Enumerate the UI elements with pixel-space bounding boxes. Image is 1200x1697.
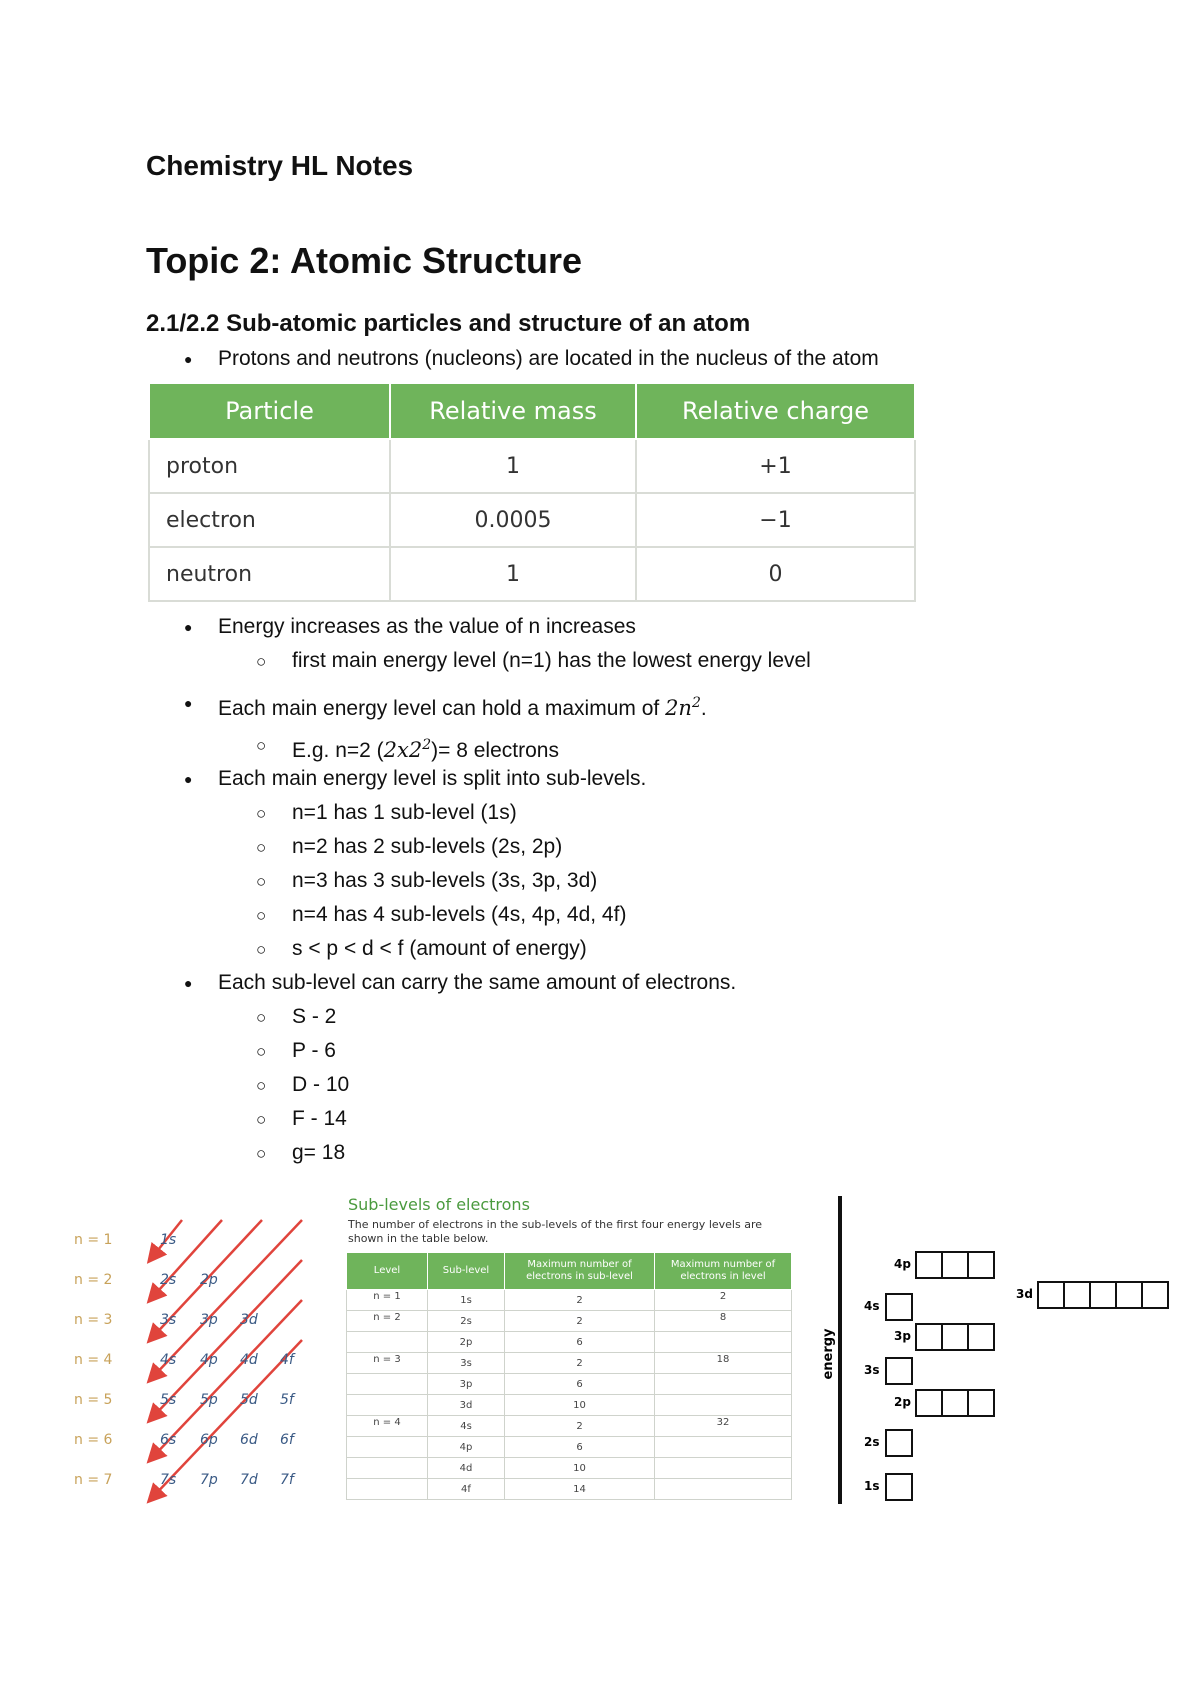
orbital-label: 5s (160, 1392, 177, 1408)
energy-sublevel (894, 1324, 994, 1350)
orbital-box (968, 1252, 994, 1278)
table-cell: 10 (505, 1395, 655, 1416)
table-cell: 2 (505, 1416, 655, 1437)
table-cell: 2 (505, 1311, 655, 1332)
orbital-label: 7f (280, 1472, 294, 1488)
table-row (347, 1374, 792, 1395)
energy-sublevel (864, 1294, 912, 1320)
bullet-nucleons: ● Protons and neutrons (nucleons) are located in the nucleus of the atom (218, 345, 879, 373)
table-cell: n = 2 (347, 1311, 428, 1332)
formula-example: $2x2^2$ (383, 737, 432, 762)
table-cell (347, 1437, 428, 1458)
sublevel-label: 3d (1016, 1287, 1033, 1301)
level-label: n = 4 (74, 1352, 113, 1368)
table-cell (347, 1332, 428, 1353)
table-cell: 14 (505, 1479, 655, 1500)
table-cell (347, 1395, 428, 1416)
table-row (347, 1332, 792, 1353)
orbital-label: 3d (240, 1312, 258, 1328)
relative-charge-header: Relative charge (636, 383, 915, 439)
sublevel-label: 2s (864, 1435, 880, 1449)
orbital-box (968, 1324, 994, 1350)
table-row (347, 1458, 792, 1479)
level-label: n = 6 (74, 1432, 113, 1448)
energy-level-diagram (816, 1192, 1176, 1504)
table-cell (655, 1395, 792, 1416)
orbital-box (942, 1252, 968, 1278)
table-cell: 4p (428, 1437, 505, 1458)
sub-bullet-g: ○ g= 18 (292, 1139, 345, 1167)
orbital-box (886, 1474, 912, 1500)
table-cell (655, 1374, 792, 1395)
orbital-box (1038, 1282, 1064, 1308)
bullet-max-electrons: ● Each main energy level can hold a maximum of $2n^2$. (218, 689, 707, 723)
table-cell: neutron (149, 547, 390, 601)
table-cell: n = 1 (347, 1290, 428, 1311)
table-cell: 3d (428, 1395, 505, 1416)
formula-2n: $2n^2$ (665, 695, 701, 720)
level-header: Level (347, 1253, 428, 1290)
table-cell: 10 (505, 1458, 655, 1479)
sub-level-header: Sub-level (428, 1253, 505, 1290)
table-cell: 4d (428, 1458, 505, 1479)
orbital-label: 6f (280, 1432, 294, 1448)
orbital-label: 7s (160, 1472, 177, 1488)
sub-bullet-n3: ○ n=3 has 3 sub-levels (3s, 3p, 3d) (292, 867, 597, 895)
sub-bullet-p: ○ P - 6 (292, 1037, 336, 1065)
sub-levels-title: Sub-levels of electrons (348, 1195, 530, 1214)
orbital-label: 2p (200, 1272, 218, 1288)
table-cell: 2 (505, 1353, 655, 1374)
orbital-label: 6d (240, 1432, 258, 1448)
table-cell (655, 1458, 792, 1479)
table-cell (655, 1437, 792, 1458)
orbital-label: 4p (200, 1352, 218, 1368)
orbital-box (1142, 1282, 1168, 1308)
orbital-label: 7d (240, 1472, 258, 1488)
orbital-box (886, 1294, 912, 1320)
level-label: n = 5 (74, 1392, 113, 1408)
sublevel-label: 4s (864, 1299, 880, 1313)
table-row (347, 1290, 792, 1311)
table-row (149, 493, 915, 547)
orbital-box (916, 1252, 942, 1278)
sub-levels-intro: The number of electrons in the sub-levels of the first four energy levels are shown in the table below. (348, 1218, 762, 1245)
sub-bullet-s: ○ S - 2 (292, 1003, 336, 1031)
orbital-label: 3p (200, 1312, 218, 1328)
orbital-label: 5d (240, 1392, 258, 1408)
level-label: n = 3 (74, 1312, 113, 1328)
aufbau-diagram (70, 1210, 310, 1510)
table-cell: 1s (428, 1290, 505, 1311)
table-cell: 1 (390, 439, 636, 493)
table-cell: proton (149, 439, 390, 493)
sub-bullet-order: ○ s < p < d < f (amount of energy) (292, 935, 587, 963)
relative-mass-header: Relative mass (390, 383, 636, 439)
table-cell: 0 (636, 547, 915, 601)
sub-bullet-n2: ○ n=2 has 2 sub-levels (2s, 2p) (292, 833, 562, 861)
orbital-box (886, 1430, 912, 1456)
orbital-label: 4f (280, 1352, 294, 1368)
sub-levels-figure (346, 1195, 794, 1500)
max-level-header: Maximum number of electrons in level (655, 1253, 792, 1290)
sublevel-label: 1s (864, 1479, 880, 1493)
sub-levels-table (346, 1252, 792, 1500)
particle-header: Particle (149, 383, 390, 439)
energy-sublevel (864, 1358, 912, 1384)
table-cell: 0.0005 (390, 493, 636, 547)
sublevel-label: 2p (894, 1395, 911, 1409)
table-cell: electron (149, 493, 390, 547)
table-cell: n = 4 (347, 1416, 428, 1437)
table-cell: 6 (505, 1332, 655, 1353)
table-cell: 4s (428, 1416, 505, 1437)
orbital-box (968, 1390, 994, 1416)
table-cell: 32 (655, 1416, 792, 1437)
orbital-label: 1s (160, 1232, 177, 1248)
table-cell (655, 1332, 792, 1353)
orbital-label: 5p (200, 1392, 218, 1408)
energy-sublevel (1016, 1282, 1168, 1308)
energy-sublevel (894, 1390, 994, 1416)
level-label: n = 7 (74, 1472, 113, 1488)
particle-table (148, 382, 916, 602)
sublevel-label: 3s (864, 1363, 880, 1377)
table-cell: 8 (655, 1311, 792, 1332)
bullet-energy-increase: ● Energy increases as the value of n increases (218, 613, 636, 641)
max-sub-level-header: Maximum number of electrons in sub-level (505, 1253, 655, 1290)
table-cell: +1 (636, 439, 915, 493)
table-row (347, 1395, 792, 1416)
table-cell: 4f (428, 1479, 505, 1500)
orbital-box (1116, 1282, 1142, 1308)
table-row (347, 1353, 792, 1374)
sublevel-label: 4p (894, 1257, 911, 1271)
energy-sublevel (864, 1430, 912, 1456)
bullet-text: Each main energy level can hold a maximum of (218, 697, 666, 720)
orbital-label: 4d (240, 1352, 258, 1368)
energy-sublevel (894, 1252, 994, 1278)
table-cell (347, 1479, 428, 1500)
orbital-label: 2s (160, 1272, 177, 1288)
table-row (347, 1311, 792, 1332)
orbital-box (886, 1358, 912, 1384)
table-cell: 6 (505, 1374, 655, 1395)
table-cell: 6 (505, 1437, 655, 1458)
table-cell: 3p (428, 1374, 505, 1395)
sub-bullet-d: ○ D - 10 (292, 1071, 349, 1099)
table-cell: 1 (390, 547, 636, 601)
sub-bullet-n4: ○ n=4 has 4 sub-levels (4s, 4p, 4d, 4f) (292, 901, 626, 929)
table-cell: 3s (428, 1353, 505, 1374)
table-row (149, 547, 915, 601)
table-cell (655, 1479, 792, 1500)
orbital-label: 6s (160, 1432, 177, 1448)
orbital-box (1064, 1282, 1090, 1308)
document-title: Chemistry HL Notes (146, 150, 414, 181)
table-cell: 18 (655, 1353, 792, 1374)
table-row (347, 1437, 792, 1458)
orbital-box (942, 1390, 968, 1416)
bullet-sub-level-capacity: ● Each sub-level can carry the same amount of electrons. (218, 969, 736, 997)
level-label: n = 2 (74, 1272, 113, 1288)
table-cell (347, 1458, 428, 1479)
sub-bullet-f: ○ F - 14 (292, 1105, 347, 1133)
table-cell: 2 (655, 1290, 792, 1311)
sub-bullet-lowest-level: ○ first main energy level (n=1) has the lowest energy level (292, 647, 811, 675)
energy-axis-label: energy (821, 1328, 836, 1380)
bullet-sub-levels: ● Each main energy level is split into sub-levels. (218, 765, 646, 793)
orbital-box (1090, 1282, 1116, 1308)
sub-bullet-example: ○ E.g. n=2 $(2x2^2)= 8$ electrons (292, 731, 559, 765)
orbital-label: 6p (200, 1432, 218, 1448)
orbital-box (916, 1390, 942, 1416)
table-cell: n = 3 (347, 1353, 428, 1374)
table-cell: −1 (636, 493, 915, 547)
orbital-label: 4s (160, 1352, 177, 1368)
orbital-box (916, 1324, 942, 1350)
topic-heading: Topic 2: Atomic Structure (146, 240, 583, 281)
table-row (347, 1479, 792, 1500)
orbital-label: 5f (280, 1392, 294, 1408)
sub-bullet-n1: ○ n=1 has 1 sub-level (1s) (292, 799, 517, 827)
table-cell (347, 1374, 428, 1395)
orbital-box (942, 1324, 968, 1350)
table-row (149, 439, 915, 493)
section-heading: 2.1/2.2 Sub-atomic particles and structure of an atom (146, 310, 751, 337)
table-cell: 2s (428, 1311, 505, 1332)
orbital-label: 3s (160, 1312, 177, 1328)
orbital-label: 7p (200, 1472, 218, 1488)
sublevel-label: 3p (894, 1329, 911, 1343)
table-cell: 2 (505, 1290, 655, 1311)
table-cell: 2p (428, 1332, 505, 1353)
energy-sublevel (864, 1474, 912, 1500)
level-label: n = 1 (74, 1232, 113, 1248)
table-row (347, 1416, 792, 1437)
